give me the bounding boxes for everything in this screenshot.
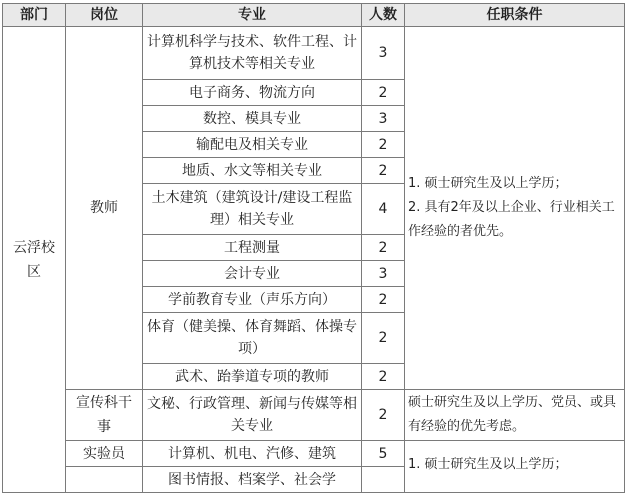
count-cell: 4 [362, 184, 405, 235]
count-cell: 3 [362, 106, 405, 132]
table-row [3, 441, 625, 467]
count-cell: 2 [362, 235, 405, 261]
major-cell: 计算机科学与技术、软件工程、计算机技术等相关专业 [143, 27, 362, 80]
table-row [3, 390, 625, 441]
teacher-requirements-cell [405, 27, 625, 390]
major-cell: 体育（健美操、体育舞蹈、体操专项） [143, 313, 362, 364]
count-cell: 2 [362, 287, 405, 313]
major-cell: 会计专业 [143, 261, 362, 287]
lab-post-cell: 实验员 [66, 441, 143, 467]
major-cell: 图书情报、档案学、社会学 [143, 467, 362, 493]
count-cell: 3 [362, 27, 405, 80]
propaganda-post-cell: 宣传科干事 [66, 390, 143, 441]
major-cell: 数控、模具专业 [143, 106, 362, 132]
header-requirements: 任职条件 [405, 4, 625, 27]
teacher-post-cell: 教师 [66, 27, 143, 390]
count-cell: 2 [362, 158, 405, 184]
count-cell: 2 [362, 390, 405, 441]
requirement-line: 1. 硕士研究生及以上学历； [408, 176, 568, 191]
propaganda-requirements-cell: 硕士研究生及以上学历、党员、或具有经验的优先考虑。 [405, 390, 625, 441]
major-cell: 地质、水文等相关专业 [143, 158, 362, 184]
count-cell: 2 [362, 132, 405, 158]
major-cell: 武术、跆拳道专项的教师 [143, 364, 362, 390]
header-post: 岗位 [66, 4, 143, 27]
recruitment-table [2, 3, 625, 493]
requirement-line: 1. 硕士研究生及以上学历； [408, 457, 568, 472]
major-cell: 工程测量 [143, 235, 362, 261]
count-cell: 5 [362, 441, 405, 467]
major-cell: 学前教育专业（声乐方向） [143, 287, 362, 313]
count-cell [362, 467, 405, 493]
major-cell: 电子商务、物流方向 [143, 80, 362, 106]
count-cell: 2 [362, 313, 405, 364]
header-major: 专业 [143, 4, 362, 27]
header-count: 人数 [362, 4, 405, 27]
major-cell: 计算机、机电、汽修、建筑 [143, 441, 362, 467]
header-dept: 部门 [3, 4, 66, 27]
count-cell: 2 [362, 364, 405, 390]
next-requirements-cell [405, 441, 625, 493]
table-row [3, 27, 625, 80]
major-cell: 文秘、行政管理、新闻与传媒等相关专业 [143, 390, 362, 441]
next-post-cell [66, 467, 143, 493]
major-cell: 输配电及相关专业 [143, 132, 362, 158]
count-cell: 3 [362, 261, 405, 287]
requirement-line: 2. 具有2年及以上企业、行业相关工作经验的者优先。 [408, 200, 615, 239]
table-header-row [3, 4, 625, 27]
count-cell: 2 [362, 80, 405, 106]
major-cell: 土木建筑（建筑设计/建设工程监理）相关专业 [143, 184, 362, 235]
dept-cell: 云浮校区 [3, 27, 66, 493]
